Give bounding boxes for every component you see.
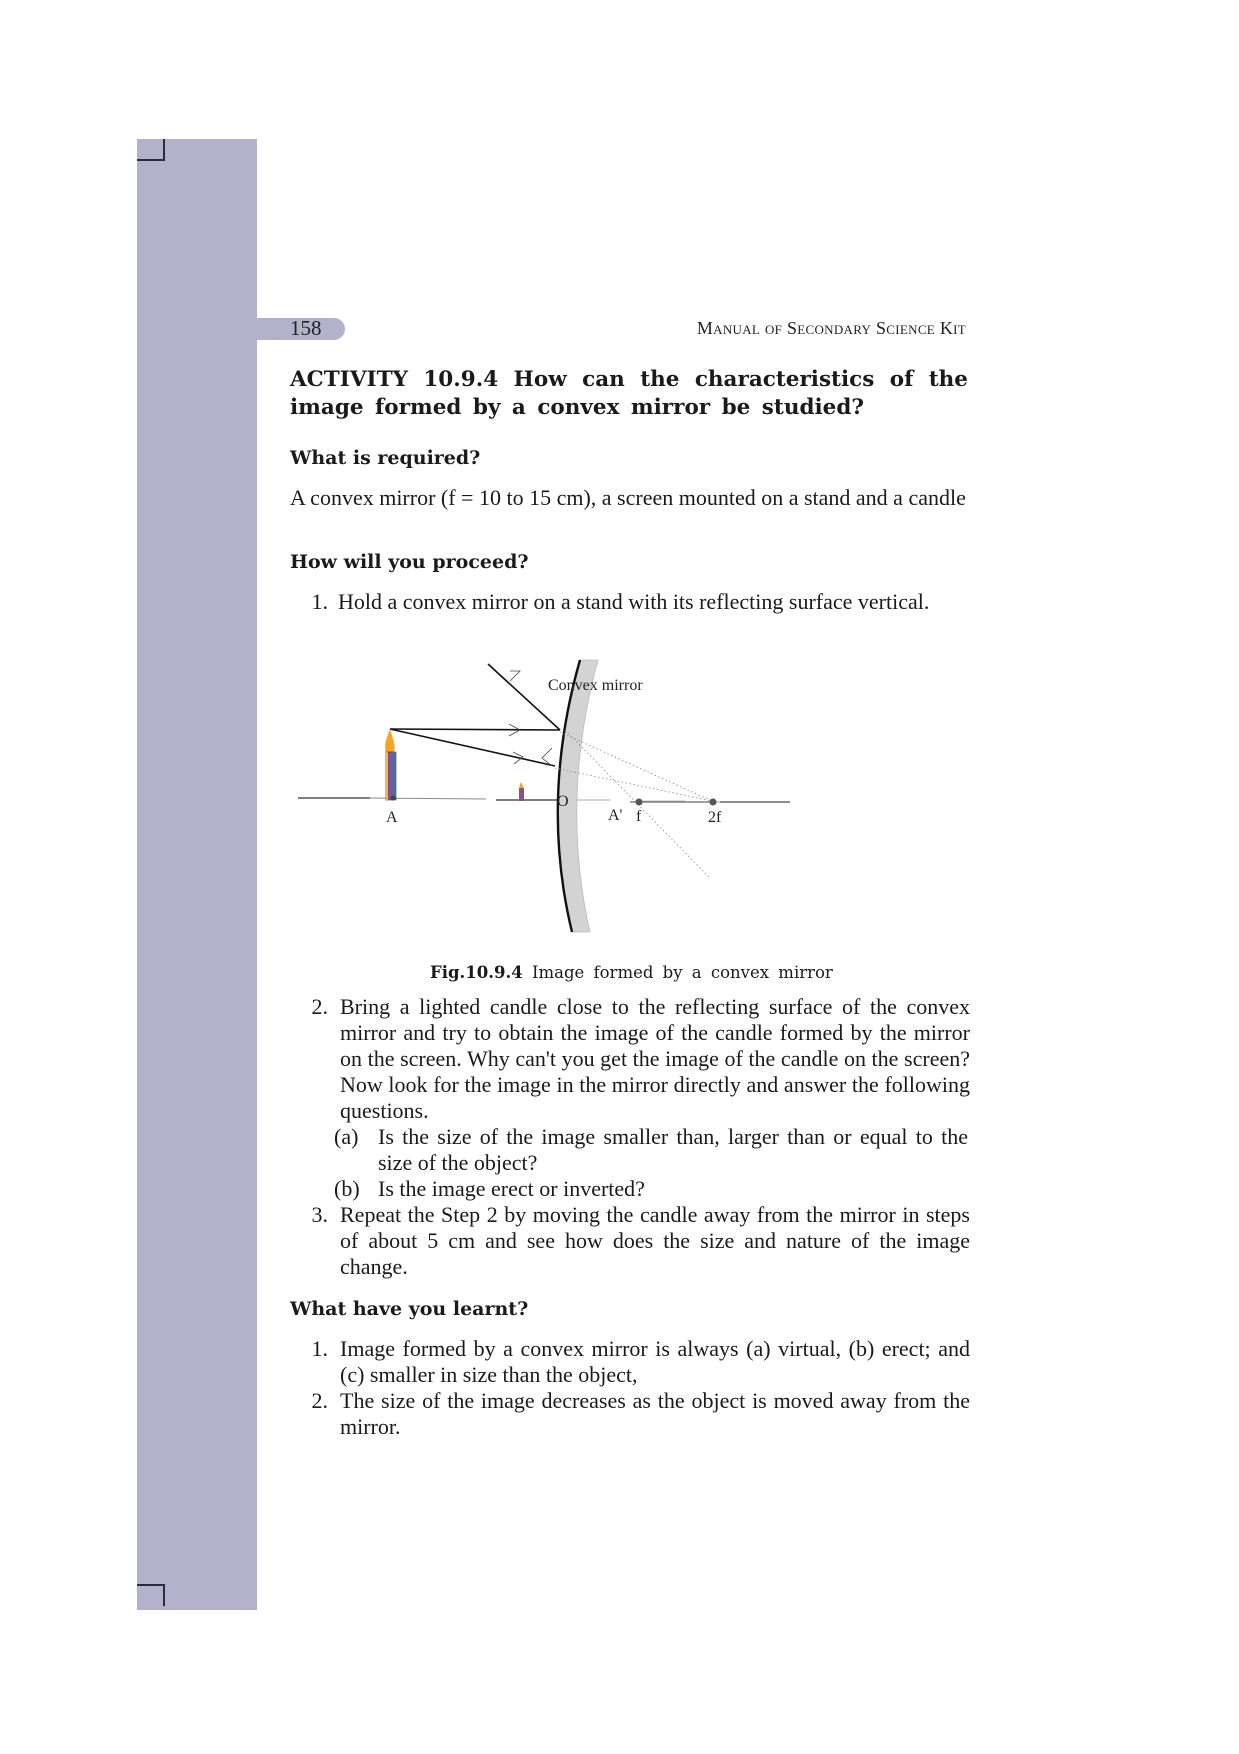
required-text: A convex mirror (f = 10 to 15 cm), a screen mounted on a stand and a candle [290, 485, 966, 510]
page-sidebar-band [137, 139, 257, 1610]
sub-question-number: (b) [334, 1176, 360, 1201]
figure-caption [430, 963, 833, 982]
step-number: 2. [311, 994, 328, 1019]
ray-arrows [509, 671, 552, 766]
two-f-point [710, 799, 717, 806]
heading-learnt: What have you learnt? [290, 1298, 529, 1320]
step-number: 1. [311, 589, 328, 614]
crop-mark-bottom [137, 1584, 165, 1606]
figure-convex-mirror [290, 640, 990, 960]
image-candle [519, 782, 524, 801]
focus-point [636, 799, 643, 806]
point-text: The size of the image decreases as the object is moved away from the mirror. [340, 1388, 970, 1439]
caption-number: Fig.10.9.4 [430, 963, 523, 982]
point-text: Image formed by a convex mirror is always (a) virtual, (b) erect; and (c) smaller in size than the object, [340, 1336, 970, 1387]
caption-text: Image formed by a convex mirror [531, 963, 833, 982]
page-number: 158 [290, 316, 322, 340]
point-number: 1. [311, 1336, 328, 1361]
image-label: A' [608, 807, 623, 824]
mirror-label: Convex mirror [548, 677, 643, 694]
two-f-label: 2f [708, 809, 722, 826]
sub-question-number: (a) [334, 1124, 359, 1149]
running-head: Manual of Secondary Science Kit [696, 318, 966, 338]
object-candle [385, 729, 396, 801]
focus-label: f [636, 808, 642, 825]
sub-question-text: Is the size of the image smaller than, larger than or equal to the size of the object? [378, 1124, 968, 1175]
incident-rays [390, 664, 560, 766]
point-number: 2. [311, 1388, 328, 1413]
object-label: A [386, 809, 398, 826]
heading-required: What is required? [290, 447, 481, 469]
step-number: 3. [311, 1202, 328, 1227]
step-text: Repeat the Step 2 by moving the candle away from the mirror in steps of about 5 cm and see how does the size and nature of the image change. [340, 1202, 970, 1279]
pole-label: O [557, 793, 569, 810]
step-text: Hold a convex mirror on a stand with its reflecting surface vertical. [338, 589, 930, 614]
sub-question-text: Is the image erect or inverted? [378, 1176, 645, 1201]
heading-proceed: How will you proceed? [290, 551, 529, 573]
crop-mark-top [137, 139, 165, 161]
step-text: Bring a lighted candle close to the reflecting surface of the convex mirror and try to obtain the image of the candle formed by the mirror on the screen. Why can't you get the image of the candle on the screen? Now look for the image in the mirror directly and answer the following questions. [340, 994, 970, 1123]
activity-title: ACTIVITY 10.9.4 How can the characteristics of the image formed by a convex mirror be studied? [290, 367, 968, 420]
